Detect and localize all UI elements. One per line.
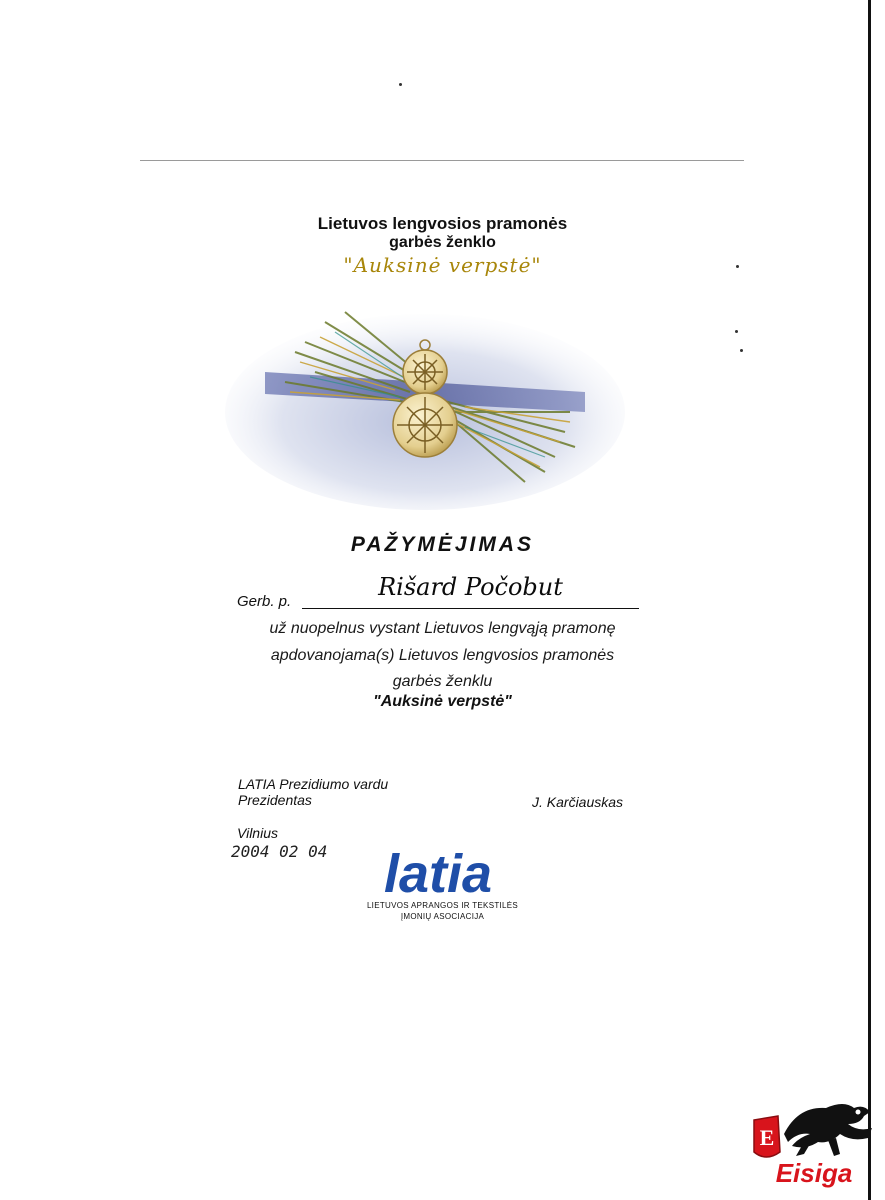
body-line-3: garbės ženklu — [392, 673, 493, 690]
recipient-name: Rišard Počobut — [378, 573, 563, 601]
award-title: "Auksinė verpstė" — [343, 253, 542, 277]
header-line1: Lietuvos lengvosios pramonės — [317, 214, 568, 233]
issue-date: 2004 02 04 — [231, 842, 328, 861]
signature-org: LATIA Prezidiumo vardu — [238, 776, 389, 792]
eisiga-logo — [748, 1098, 878, 1190]
scan-edge — [868, 0, 871, 1200]
place-city: Vilnius — [237, 825, 278, 841]
signer-name: J. Karčiauskas — [532, 794, 624, 810]
scan-speck — [399, 83, 402, 86]
latia-subtitle-1: LIETUVOS APRANGOS IR TEKSTILĖS — [366, 901, 519, 910]
top-rule — [140, 160, 744, 161]
award-badge-image — [225, 282, 625, 510]
body-line-2: apdovanojama(s) Lietuvos lengvosios pramonės — [270, 647, 615, 664]
award-name: "Auksinė verpstė" — [373, 693, 512, 710]
salutation-label: Gerb. p. — [237, 593, 292, 610]
latia-logo — [382, 848, 494, 898]
scan-speck — [735, 330, 738, 333]
recipient-underline — [302, 608, 639, 609]
header-line2: garbės ženklo — [389, 234, 496, 251]
signature-role: Prezidentas — [238, 792, 312, 808]
eisiga-logo-text: Eisiga — [775, 1158, 853, 1188]
svg-text:E: E — [759, 1125, 775, 1150]
scan-speck — [740, 349, 743, 352]
certificate-title: PAŽYMĖJIMAS — [350, 533, 535, 556]
body-line-1: už nuopelnus vystant Lietuvos lengvąją pramonę — [269, 620, 616, 637]
latia-logo-text: latia — [384, 848, 492, 898]
latia-subtitle-2: ĮMONIŲ ASOCIACIJA — [400, 912, 485, 921]
